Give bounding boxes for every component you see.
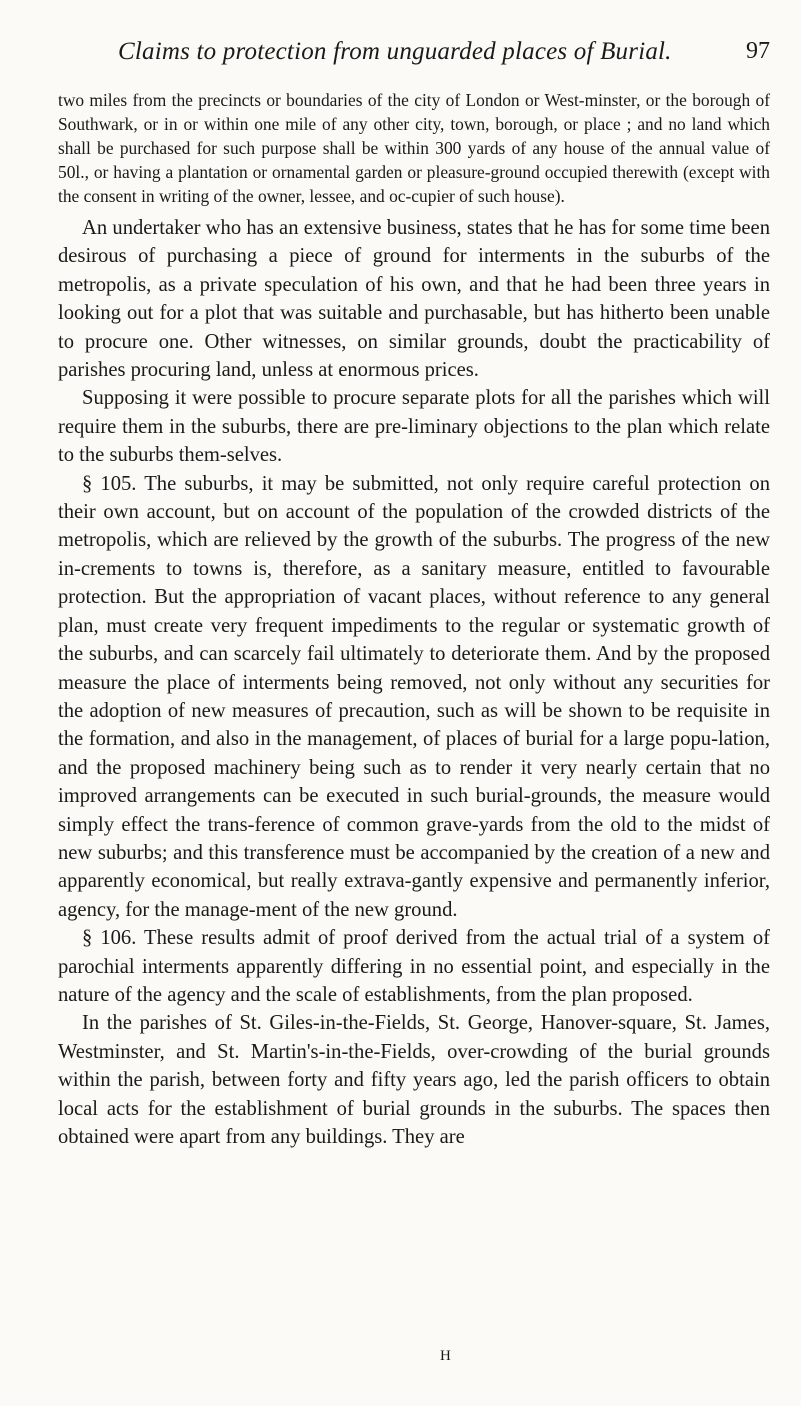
running-head (58, 38, 770, 82)
running-title: Claims to protection from unguarded places of Burial. (118, 38, 672, 65)
paragraph-parishes: In the parishes of St. Giles-in-the-Fields, St. George, Hanover-square, St. James, Westminster, and St. Martin's-in-the-Fields, over-crowding of the burial grounds within the parish, between forty and fifty years ago, led the parish officers to obtain local acts for the establishment of burial grounds in the suburbs. The spaces then obtained were apart from any buildings. They are (58, 1012, 770, 1148)
page-number: 97 (746, 38, 770, 64)
footnote-continuation: two miles from the precincts or boundaries of the city of London or West-minster, or the borough of Southwark, or in or within one mile of any other city, town, borough, or place ; and no land which shall be purchased for such purpose shall be within 300 yards of any house of the annual value of 50l., or having a plantation or ornamental garden or pleasure-ground occupied therewith (except with the consent in writing of the owner, lessee, and oc-cupier of such house). (58, 90, 770, 206)
body-text (58, 214, 770, 1151)
signature-mark: H (440, 1348, 452, 1364)
paragraph-section-105: § 105. The suburbs, it may be submitted, not only require careful protection on their own account, but on account of the population of the crowded districts of the metropolis, which are relieved by the growth of the suburbs. The progress of the new in-crements to towns is, therefore, as a sanitary measure, entitled to favourable protection. But the appropriation of vacant places, without reference to any general plan, must create very frequent impediments to the regular or systematic growth of the suburbs, and can scarcely fail ultimately to deteriorate them. And by the proposed measure the place of interments being removed, not only without any securities for the adoption of new measures of precaution, such as will be shown to be requisite in the formation, and also in the management, of places of burial for a large popu-lation, and the proposed machinery being such as to render it very nearly certain that no improved arrangements can be executed in such burial-grounds, the measure would simply effect the trans-ference of common grave-yards from the old to the midst of new suburbs; and this transference must be accompanied by the creation of a new and apparently economical, but really extrava-gantly expensive and permanently inferior, agency, for the manage-ment of the new ground. (58, 472, 770, 921)
paragraph-section-106: § 106. These results admit of proof derived from the actual trial of a system of parochial interments apparently differing in no essential point, and especially in the nature of the agency and the scale of establishments, from the plan proposed. (58, 927, 770, 1006)
paragraph-undertaker: An undertaker who has an extensive business, states that he has for some time been desirous of purchasing a piece of ground for interments in the suburbs of the metropolis, as a private speculation of his own, and that he had been three years in looking out for a plot that was suitable and purchasable, but has hitherto been unable to procure one. Other witnesses, on similar grounds, doubt the practicability of parishes procuring land, unless at enormous prices. (58, 217, 770, 382)
paragraph-supposing: Supposing it were possible to procure separate plots for all the parishes which will require them in the suburbs, there are pre-liminary objections to the plan which relate to the suburbs them-selves. (58, 387, 770, 467)
book-page (58, 38, 770, 1151)
